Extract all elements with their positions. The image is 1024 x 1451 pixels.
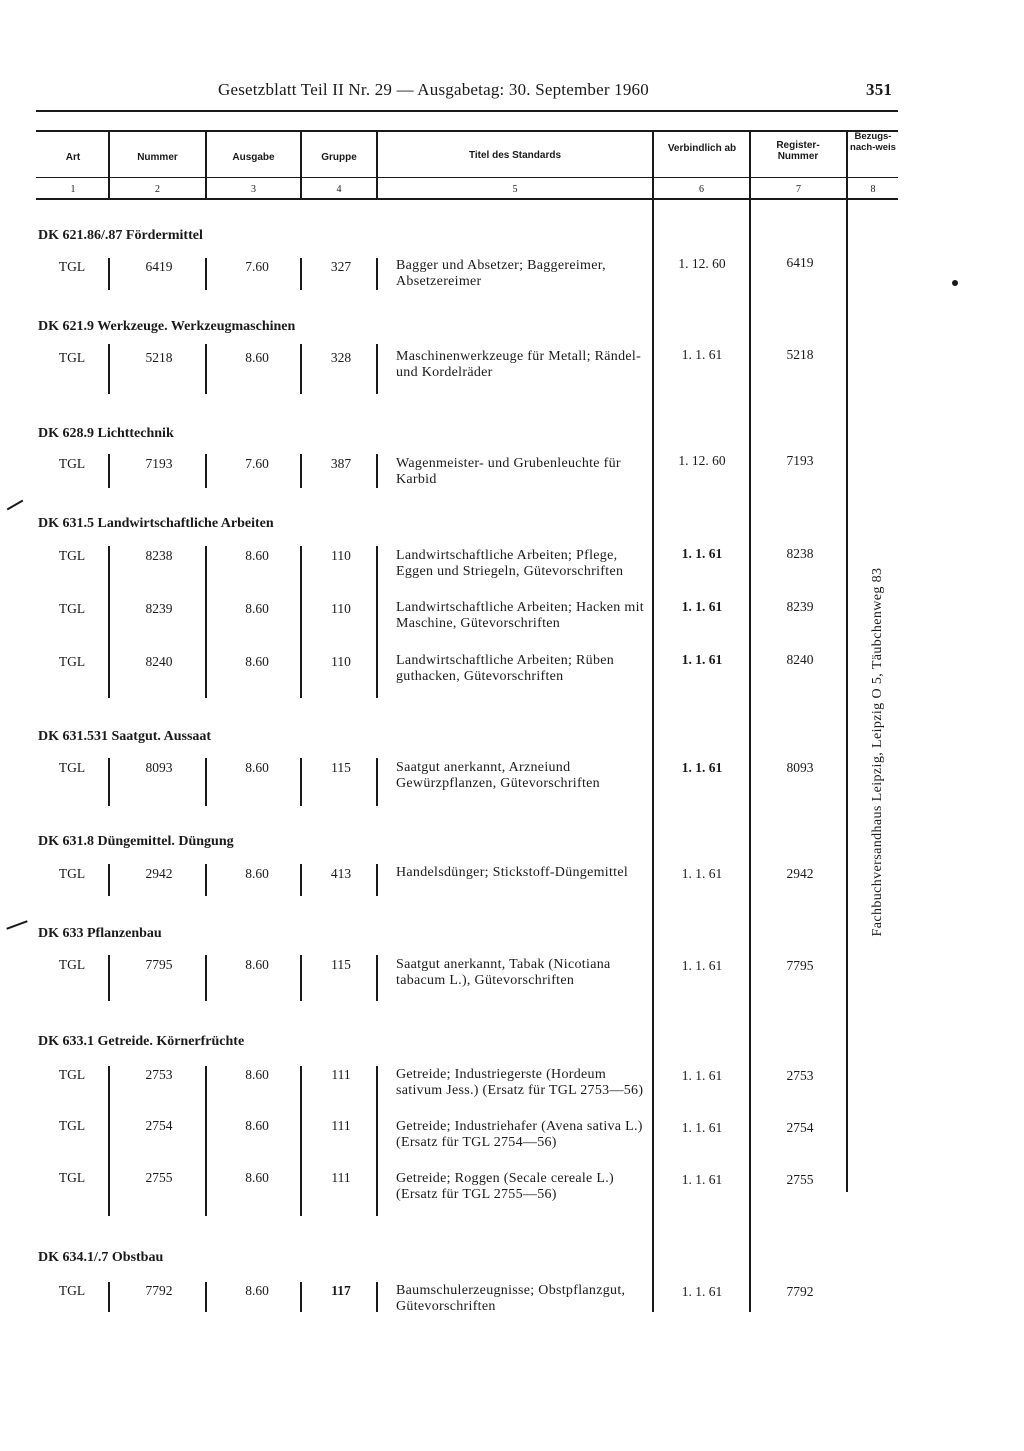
cell-nummer: 2942 bbox=[145, 866, 173, 881]
cell-art: TGL bbox=[58, 1118, 86, 1133]
row-separator bbox=[300, 546, 302, 698]
cell-titel: Handelsdünger; Stickstoff-Düngemittel bbox=[396, 865, 629, 880]
cell-verbindlich: 1. 1. 61 bbox=[681, 1284, 723, 1299]
cell-nummer: 8240 bbox=[145, 654, 173, 669]
col-number: 3 bbox=[251, 184, 256, 195]
cell-art: TGL bbox=[58, 1283, 86, 1298]
row-separator bbox=[108, 864, 110, 896]
cell-nummer: 5218 bbox=[145, 350, 173, 365]
cell-verbindlich: 1. 12. 60 bbox=[678, 256, 726, 271]
margin-mark bbox=[6, 920, 27, 929]
cell-nummer: 8239 bbox=[145, 601, 173, 616]
cell-ausgabe: 8.60 bbox=[245, 866, 269, 881]
cell-art: TGL bbox=[58, 760, 86, 775]
cell-art: TGL bbox=[58, 957, 86, 972]
row-separator bbox=[376, 1066, 378, 1216]
header-rule-top bbox=[36, 130, 898, 132]
row-separator bbox=[205, 1066, 207, 1216]
cell-gruppe: 111 bbox=[331, 1118, 351, 1133]
cell-gruppe: 110 bbox=[331, 601, 351, 616]
row-separator bbox=[205, 864, 207, 896]
page-number: 351 bbox=[866, 80, 893, 99]
col-number: 1 bbox=[70, 184, 76, 195]
page-title: Gesetzblatt Teil II Nr. 29 — Ausgabetag: 30. September 1960 bbox=[218, 80, 649, 99]
section-heading: DK 631.531 Saatgut. Aussaat bbox=[38, 729, 212, 744]
cell-ausgabe: 8.60 bbox=[245, 957, 269, 972]
cell-art: TGL bbox=[58, 456, 86, 471]
top-rule bbox=[36, 110, 898, 112]
cell-titel: Saatgut anerkannt, Arzneiund Gewürzpflanzen, Gütevorschriften bbox=[396, 760, 600, 791]
section-heading: DK 631.8 Düngemittel. Düngung bbox=[38, 834, 234, 849]
cell-gruppe: 327 bbox=[330, 259, 352, 274]
cell-nummer: 2753 bbox=[145, 1067, 173, 1082]
col-header-gruppe: Gruppe bbox=[321, 152, 357, 163]
row-separator bbox=[376, 758, 378, 806]
row-separator bbox=[108, 1282, 110, 1312]
col-number: 5 bbox=[512, 184, 518, 195]
cell-art: TGL bbox=[58, 866, 86, 881]
section-heading: DK 628.9 Lichttechnik bbox=[38, 426, 174, 441]
section-heading: DK 633.1 Getreide. Körnerfrüchte bbox=[38, 1034, 245, 1049]
row-separator bbox=[108, 546, 110, 698]
margin-mark bbox=[7, 500, 24, 511]
row-separator bbox=[205, 1282, 207, 1312]
cell-register: 6419 bbox=[786, 255, 814, 270]
cell-titel: Bagger und Absetzer; Baggereimer, Absetzereimer bbox=[396, 258, 606, 289]
row-separator bbox=[108, 454, 110, 488]
cell-nummer: 8093 bbox=[145, 760, 173, 775]
cell-register: 7792 bbox=[786, 1284, 814, 1299]
cell-titel: Landwirtschaftliche Arbeiten; Rüben guthacken, Gütevorschriften bbox=[396, 653, 615, 684]
col-number: 6 bbox=[699, 184, 704, 195]
cell-titel: Landwirtschaftliche Arbeiten; Pflege, Eggen und Striegeln, Gütevorschriften bbox=[396, 548, 624, 579]
row-separator bbox=[300, 758, 302, 806]
cell-verbindlich: 1. 1. 61 bbox=[681, 652, 723, 667]
row-separator bbox=[376, 546, 378, 698]
row-separator bbox=[300, 1066, 302, 1216]
row-separator bbox=[300, 955, 302, 1001]
col-header-verbindlich: Verbindlich ab bbox=[667, 143, 737, 154]
row-separator bbox=[205, 454, 207, 488]
cell-register: 2754 bbox=[786, 1120, 814, 1135]
cell-titel: Getreide; Industriegerste (Hordeum sativum Jess.) (Ersatz für TGL 2753—56) bbox=[396, 1067, 644, 1098]
cell-titel: Landwirtschaftliche Arbeiten; Hacken mit Maschine, Gütevorschriften bbox=[396, 600, 644, 631]
cell-art: TGL bbox=[58, 654, 86, 669]
cell-verbindlich: 1. 1. 61 bbox=[681, 347, 723, 362]
cell-art: TGL bbox=[58, 1067, 86, 1082]
cell-register: 8239 bbox=[786, 599, 814, 614]
cell-verbindlich: 1. 12. 60 bbox=[678, 453, 726, 468]
section-heading: DK 631.5 Landwirtschaftliche Arbeiten bbox=[38, 516, 274, 531]
cell-gruppe: 328 bbox=[330, 350, 352, 365]
scan-dot bbox=[952, 280, 958, 286]
cell-titel: Getreide; Roggen (Secale cereale L.) (Ersatz für TGL 2755—56) bbox=[396, 1171, 614, 1202]
row-separator bbox=[108, 758, 110, 806]
cell-ausgabe: 7.60 bbox=[245, 259, 269, 274]
col-number: 7 bbox=[796, 184, 801, 195]
cell-nummer: 6419 bbox=[145, 259, 173, 274]
cell-gruppe: 110 bbox=[331, 548, 351, 563]
row-separator bbox=[300, 258, 302, 290]
col-number: 2 bbox=[155, 184, 160, 195]
column-rule bbox=[652, 200, 654, 1312]
cell-nummer: 2755 bbox=[145, 1170, 173, 1185]
cell-ausgabe: 7.60 bbox=[245, 456, 269, 471]
cell-nummer: 7193 bbox=[145, 456, 173, 471]
cell-titel: Maschinenwerkzeuge für Metall; Rändel- und Kordelräder bbox=[396, 349, 642, 380]
cell-register: 8093 bbox=[786, 760, 814, 775]
cell-art: TGL bbox=[58, 601, 86, 616]
section-heading: DK 633 Pflanzenbau bbox=[38, 926, 162, 941]
section-heading: DK 634.1/.7 Obstbau bbox=[38, 1250, 164, 1265]
cell-verbindlich: 1. 1. 61 bbox=[681, 599, 723, 614]
cell-nummer: 7792 bbox=[145, 1283, 173, 1298]
cell-art: TGL bbox=[58, 350, 86, 365]
cell-ausgabe: 8.60 bbox=[245, 654, 269, 669]
row-separator bbox=[376, 258, 378, 290]
row-separator bbox=[205, 546, 207, 698]
cell-register: 5218 bbox=[786, 347, 814, 362]
row-separator bbox=[300, 864, 302, 896]
section-heading: DK 621.86/.87 Fördermittel bbox=[38, 228, 203, 243]
cell-verbindlich: 1. 1. 61 bbox=[681, 866, 723, 881]
cell-gruppe: 413 bbox=[330, 866, 352, 881]
cell-art: TGL bbox=[58, 259, 86, 274]
row-separator bbox=[376, 1282, 378, 1312]
cell-register: 2942 bbox=[786, 866, 814, 881]
cell-titel: Saatgut anerkannt, Tabak (Nicotiana tabacum L.), Gütevorschriften bbox=[396, 957, 611, 988]
cell-ausgabe: 8.60 bbox=[245, 760, 269, 775]
row-separator bbox=[108, 258, 110, 290]
cell-nummer: 2754 bbox=[145, 1118, 173, 1133]
row-separator bbox=[205, 258, 207, 290]
row-separator bbox=[376, 344, 378, 394]
col-header-ausgabe: Ausgabe bbox=[232, 152, 275, 163]
cell-verbindlich: 1. 1. 61 bbox=[681, 760, 723, 775]
cell-ausgabe: 8.60 bbox=[245, 350, 269, 365]
row-separator bbox=[376, 955, 378, 1001]
cell-gruppe: 111 bbox=[331, 1067, 351, 1082]
cell-ausgabe: 8.60 bbox=[245, 548, 269, 563]
cell-titel: Getreide; Industriehafer (Avena sativa L.) (Ersatz für TGL 2754—56) bbox=[396, 1119, 643, 1150]
row-separator bbox=[376, 864, 378, 896]
cell-verbindlich: 1. 1. 61 bbox=[681, 1120, 723, 1135]
row-separator bbox=[108, 344, 110, 394]
cell-titel: Baumschulerzeugnisse; Obstpflanzgut, Gütevorschriften bbox=[396, 1283, 626, 1314]
cell-register: 2753 bbox=[786, 1068, 814, 1083]
cell-gruppe: 387 bbox=[330, 456, 352, 471]
cell-ausgabe: 8.60 bbox=[245, 601, 269, 616]
row-separator bbox=[108, 1066, 110, 1216]
row-separator bbox=[205, 344, 207, 394]
cell-gruppe: 111 bbox=[331, 1170, 351, 1185]
bezugsnachweis-text: Fachbuchversandhaus Leipzig, Leipzig O 5, Täubchenweg 83 bbox=[870, 567, 885, 937]
col-header-register: Register-Nummer bbox=[776, 140, 820, 162]
cell-titel: Wagenmeister- und Grubenleuchte für Karbid bbox=[396, 456, 621, 487]
row-separator bbox=[205, 758, 207, 806]
header-rule-mid bbox=[36, 177, 898, 178]
cell-register: 8238 bbox=[786, 546, 814, 561]
row-separator bbox=[376, 454, 378, 488]
row-separator bbox=[108, 955, 110, 1001]
cell-art: TGL bbox=[58, 548, 86, 563]
cell-register: 8240 bbox=[786, 652, 814, 667]
cell-ausgabe: 8.60 bbox=[245, 1067, 269, 1082]
col-header-nummer: Nummer bbox=[137, 152, 178, 163]
cell-register: 7193 bbox=[786, 453, 814, 468]
cell-verbindlich: 1. 1. 61 bbox=[681, 1172, 723, 1187]
cell-art: TGL bbox=[58, 1170, 86, 1185]
row-separator bbox=[205, 955, 207, 1001]
section-heading: DK 621.9 Werkzeuge. Werkzeugmaschinen bbox=[38, 319, 296, 334]
cell-gruppe: 110 bbox=[331, 654, 351, 669]
cell-gruppe: 115 bbox=[331, 957, 351, 972]
cell-nummer: 8238 bbox=[145, 548, 173, 563]
row-separator bbox=[300, 1282, 302, 1312]
col-header-titel: Titel des Standards bbox=[468, 150, 562, 161]
cell-gruppe: 117 bbox=[331, 1283, 351, 1298]
column-rule bbox=[749, 200, 751, 1312]
cell-ausgabe: 8.60 bbox=[245, 1118, 269, 1133]
col-number: 8 bbox=[870, 184, 876, 195]
cell-verbindlich: 1. 1. 61 bbox=[681, 958, 723, 973]
col-header-art: Art bbox=[65, 152, 81, 163]
col-header-bezug: Bezugs-nach-weis bbox=[850, 131, 896, 153]
cell-register: 7795 bbox=[786, 958, 814, 973]
cell-register: 2755 bbox=[786, 1172, 814, 1187]
cell-verbindlich: 1. 1. 61 bbox=[681, 546, 723, 561]
col-number: 4 bbox=[336, 184, 342, 195]
cell-gruppe: 115 bbox=[331, 760, 351, 775]
row-separator bbox=[300, 344, 302, 394]
header-rule-bottom bbox=[36, 198, 898, 200]
cell-nummer: 7795 bbox=[145, 957, 173, 972]
row-separator bbox=[300, 454, 302, 488]
cell-verbindlich: 1. 1. 61 bbox=[681, 1068, 723, 1083]
cell-ausgabe: 8.60 bbox=[245, 1170, 269, 1185]
cell-ausgabe: 8.60 bbox=[245, 1283, 269, 1298]
